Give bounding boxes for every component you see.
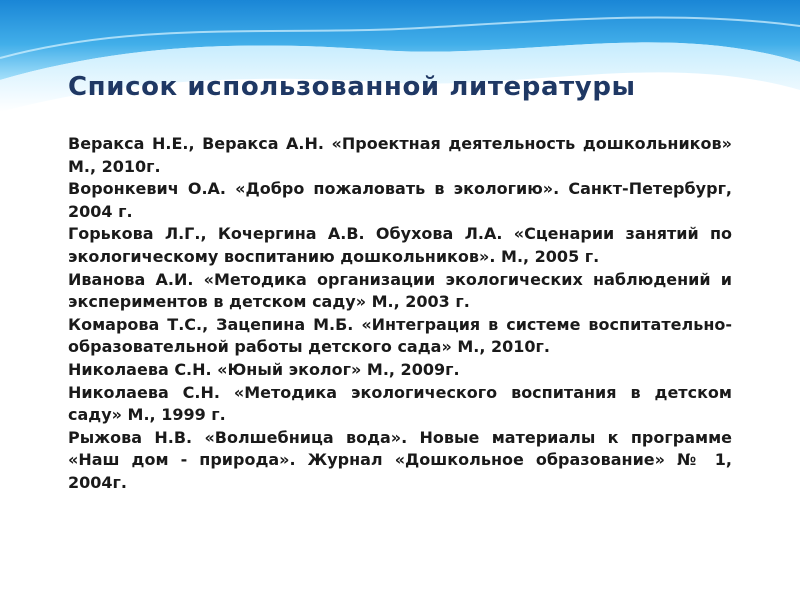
reference-item: Рыжова Н.В. «Волшебница вода». Новые материалы к программе «Наш дом - природа». Журнал «Дошкольное образование» № 1, 2004г. bbox=[68, 427, 732, 492]
reference-item: Комарова Т.С., Зацепина М.Б. «Интеграция в системе воспитательно-образовательной работы детского сада» М., 2010г. bbox=[68, 314, 732, 357]
page-title: Список использованной литературы bbox=[68, 72, 636, 102]
reference-item: Иванова А.И. «Методика организации экологических наблюдений и экспериментов в детском саду» М., 2003 г. bbox=[68, 269, 732, 312]
reference-item: Воронкевич О.А. «Добро пожаловать в экологию». Санкт-Петербург, 2004 г. bbox=[68, 179, 732, 221]
reference-list bbox=[68, 133, 732, 495]
reference-item: Веракса Н.Е., Веракса А.Н. «Проектная деятельность дошкольников» М., 2010г. bbox=[68, 134, 732, 176]
reference-item: Горькова Л.Г., Кочергина А.В. Обухова Л.А. «Сценарии занятий по экологическому воспитанию дошкольников». М., 2005 г. bbox=[68, 224, 732, 266]
wave-banner bbox=[0, 0, 800, 130]
reference-item: Николаева С.Н. «Юный эколог» М., 2009г. bbox=[68, 359, 460, 379]
reference-item: Николаева С.Н. «Методика экологического воспитания в детском саду» М., 1999 г. bbox=[68, 382, 732, 425]
